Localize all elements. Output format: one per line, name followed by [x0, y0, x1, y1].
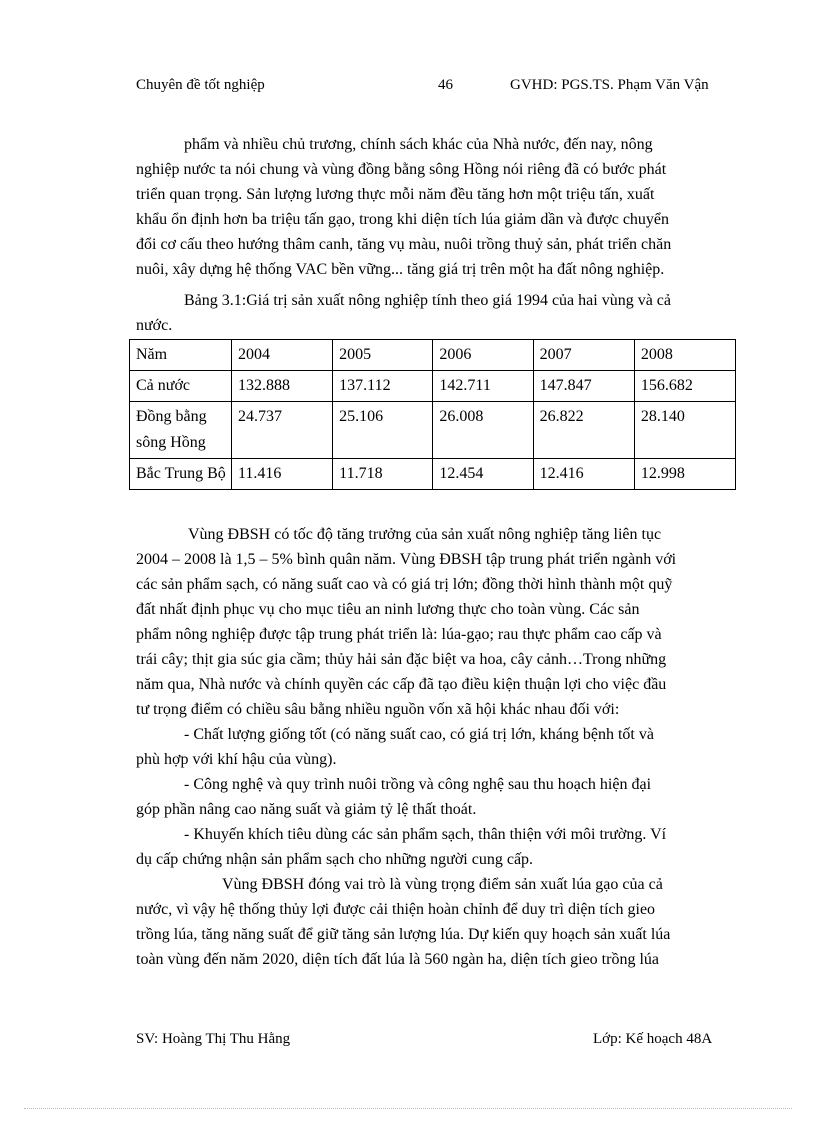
table-header-cell: 2004 [232, 340, 333, 371]
text-line: đổi cơ cấu theo hướng thâm canh, tăng vụ màu, nuôi trồng thuỷ sản, phát triển chăn [136, 236, 672, 253]
caption-line: nước. [136, 317, 173, 334]
text-line: trái cây; thịt gia súc gia cầm; thủy hải sản đặc biệt va hoa, cây cảnh…Trong những [136, 651, 667, 668]
text-line: nước, vì vậy hệ thống thủy lợi được cải thiện hoàn chỉnh để duy trì diện tích gieo [136, 901, 656, 918]
table-cell: Cả nước [130, 371, 232, 402]
table-header-cell: 2008 [634, 340, 735, 371]
text-line: tư trọng điểm có chiều sâu bằng nhiều nguồn vốn xã hội khác nhau đối với: [136, 701, 620, 718]
caption-line: Bảng 3.1:Giá trị sản xuất nông nghiệp tính theo giá 1994 của hai vùng và cả [184, 292, 671, 309]
footer-class: Lớp: Kế hoạch 48A [593, 1031, 713, 1047]
text-line: nuôi, xây dựng hệ thống VAC bền vững... tăng giá trị trên một ha đất nông nghiệp. [136, 261, 665, 278]
footer-student: SV: Hoàng Thị Thu Hằng [136, 1031, 291, 1047]
header-supervisor: GVHD: PGS.TS. Phạm Văn Vận [510, 77, 709, 93]
intro-paragraph [136, 132, 738, 282]
table-cell: 12.998 [634, 459, 735, 490]
agriculture-value-table [129, 339, 736, 490]
text-line: góp phần nâng cao năng suất và giảm tỷ lệ thất thoát. [136, 801, 477, 818]
table-cell: 142.711 [433, 371, 533, 402]
table-cell: 26.822 [533, 402, 634, 459]
text-line: Vùng ĐBSH đóng vai trò là vùng trọng điểm sản xuất lúa gạo của cả [222, 876, 663, 893]
table-cell: 11.718 [333, 459, 433, 490]
text-line: dụ cấp chứng nhận sản phẩm sạch cho những người cung cấp. [136, 851, 534, 868]
bullet-line: - Chất lượng giống tốt (có năng suất cao, có giá trị lớn, kháng bệnh tốt và [184, 726, 654, 743]
table-row [130, 459, 736, 490]
table-header-cell: 2007 [533, 340, 634, 371]
table-cell: 28.140 [634, 402, 735, 459]
table-cell: Bắc Trung Bộ [130, 459, 232, 490]
text-line: nghiệp nước ta nói chung và vùng đồng bằng sông Hồng nói riêng đã có bước phát [136, 161, 667, 178]
table-header-cell: Năm [130, 340, 232, 371]
table-cell: 12.454 [433, 459, 533, 490]
table-header-cell: 2005 [333, 340, 433, 371]
text-line: khẩu ổn định hơn ba triệu tấn gạo, trong khi diện tích lúa giảm dần và được chuyển [136, 211, 670, 228]
bullet-line: - Công nghệ và quy trình nuôi trồng và công nghệ sau thu hoạch hiện đại [184, 776, 652, 793]
text-line: phẩm và nhiều chủ trương, chính sách khác của Nhà nước, đến nay, nông [184, 136, 653, 153]
page-bottom-divider [24, 1108, 792, 1109]
text-line: triển quan trọng. Sản lượng lương thực mỗi năm đều tăng hơn một triệu tấn, xuất [136, 186, 655, 203]
table-cell: 132.888 [232, 371, 333, 402]
table-header-cell: 2006 [433, 340, 533, 371]
text-line: toàn vùng đến năm 2020, diện tích đất lúa là 560 ngàn ha, diện tích gieo trồng lúa [136, 951, 659, 968]
table-cell: 26.008 [433, 402, 533, 459]
body-text [136, 522, 738, 972]
page-number: 46 [438, 77, 453, 93]
table-caption [136, 288, 738, 338]
table-row [130, 402, 736, 459]
table-cell: 156.682 [634, 371, 735, 402]
bullet-line: - Khuyến khích tiêu dùng các sản phẩm sạch, thân thiện với môi trường. Ví [184, 826, 667, 843]
table-cell: 25.106 [333, 402, 433, 459]
table-row [130, 371, 736, 402]
text-line: năm qua, Nhà nước và chính quyền các cấp đã tạo điều kiện thuận lợi cho việc đầu [136, 676, 667, 693]
text-line: đất nhất định phục vụ cho mục tiêu an ninh lương thực cho toàn vùng. Các sản [136, 601, 640, 618]
table-cell: 12.416 [533, 459, 634, 490]
text-line: Vùng ĐBSH có tốc độ tăng trưởng của sản xuất nông nghiệp tăng liên tục [188, 526, 662, 543]
text-line: phẩm nông nghiệp được tập trung phát triển là: lúa-gạo; rau thực phẩm cao cấp và [136, 626, 662, 643]
table-cell: 24.737 [232, 402, 333, 459]
table-cell: 11.416 [232, 459, 333, 490]
table-cell: Đồng bằng sông Hồng [130, 402, 232, 459]
text-line: trồng lúa, tăng năng suất để giữ tăng sản lượng lúa. Dự kiến quy hoạch sản xuất lúa [136, 926, 671, 943]
text-line: các sản phẩm sạch, có năng suất cao và có giá trị lớn; đồng thời hình thành một quỹ [136, 576, 673, 593]
text-line: phù hợp với khí hậu của vùng). [136, 751, 337, 768]
text-line: 2004 – 2008 là 1,5 – 5% bình quân năm. Vùng ĐBSH tập trung phát triển ngành với [136, 551, 677, 568]
header-title: Chuyên đề tốt nghiệp [136, 77, 265, 93]
table-cell: 147.847 [533, 371, 634, 402]
table-header-row [130, 340, 736, 371]
table-cell: 137.112 [333, 371, 433, 402]
